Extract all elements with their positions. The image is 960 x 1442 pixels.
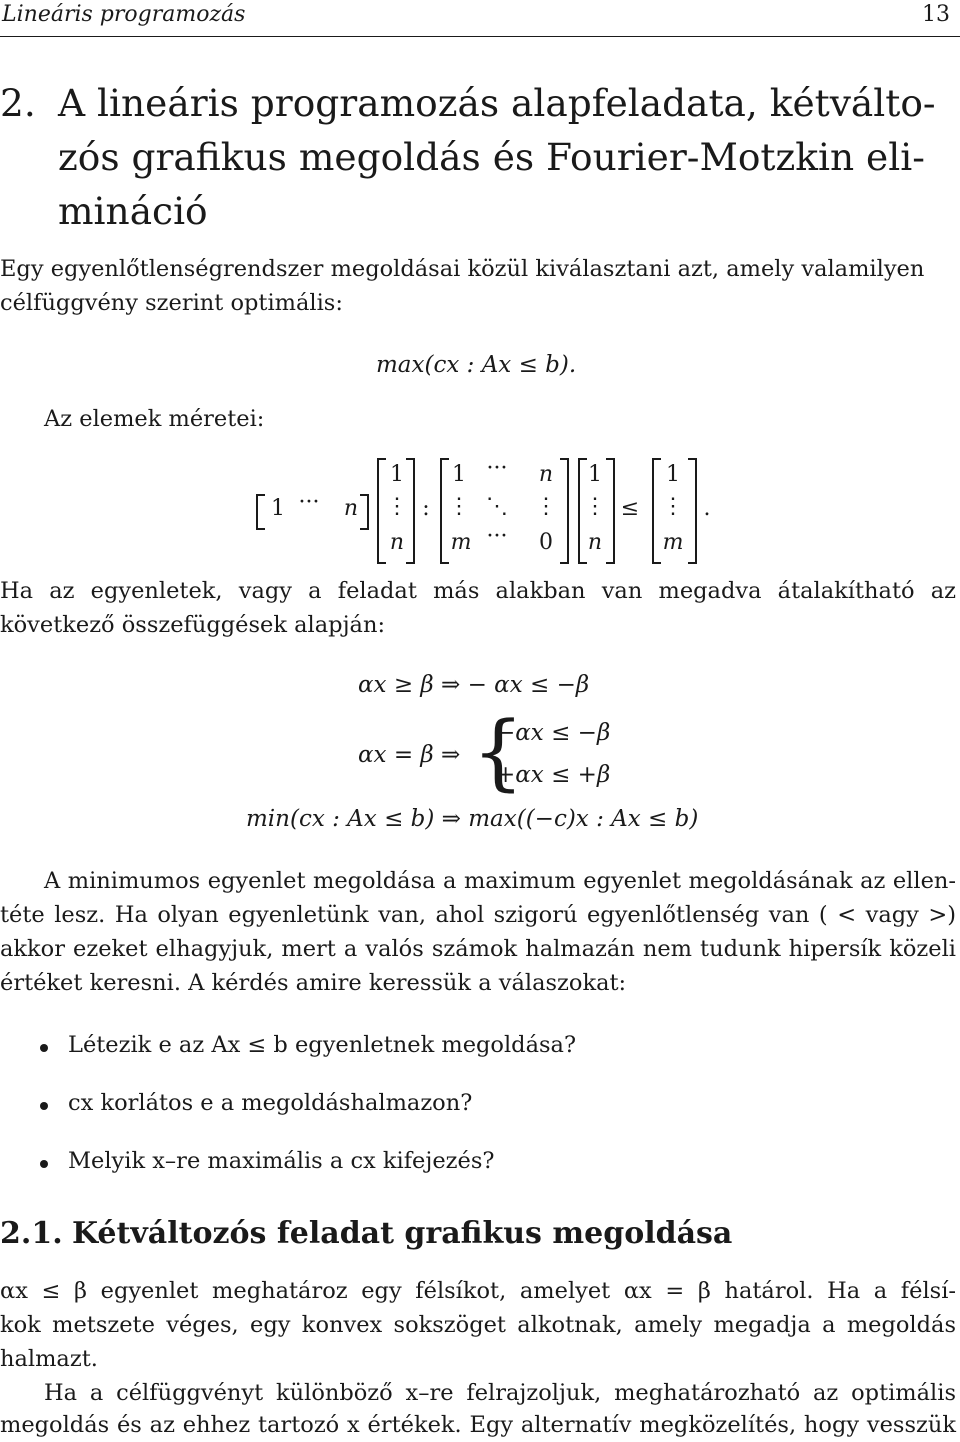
rule-eq-first: −αx ≤ −β xyxy=(496,720,611,746)
rule-geq: αx ≥ β ⇒ − αx ≤ −β xyxy=(358,672,590,698)
body2-line-4: Ha a célfüggvényt különböző x–re felrajzoljuk, meghatározható az optimális xyxy=(44,1380,956,1406)
section-heading xyxy=(0,76,936,238)
body2-line-1: αx ≤ β egyenlet meghatároz egy félsíkot, amelyet αx = β határol. Ha a félsí- xyxy=(0,1278,956,1304)
row-dots: ··· xyxy=(298,490,320,515)
col1-dots: ⋮ xyxy=(386,494,408,519)
row-bracket-right xyxy=(360,494,369,530)
col1-bracket-left xyxy=(377,458,386,564)
objective-formula: max(cx : Ax ≤ b). xyxy=(376,352,577,378)
leq-sign: ≤ xyxy=(620,496,640,521)
col3-bracket-right xyxy=(688,458,697,564)
row-bracket-left xyxy=(256,494,265,530)
matrix-r2-c2: ⋱ xyxy=(486,494,508,519)
matrix-r3-c1: m xyxy=(450,530,472,555)
running-header-title: Lineáris programozás xyxy=(2,2,246,27)
matrix-r1-c2: ··· xyxy=(486,456,508,481)
intro-line-2: célfüggvény szerint optimális: xyxy=(0,290,343,316)
intro-line-1: Egy egyenlőtlenségrendszer megoldásai közül kiválasztani azt, amely valamilyen xyxy=(0,256,925,282)
colon: : xyxy=(422,496,430,521)
col1-top: 1 xyxy=(390,462,404,487)
col2-dots: ⋮ xyxy=(584,494,606,519)
matrix-bracket-right xyxy=(560,458,569,564)
col3-bottom: m xyxy=(662,530,684,555)
rule-min: min(cx : Ax ≤ b) ⇒ max((−c)x : Ax ≤ b) xyxy=(246,806,699,832)
question-2: cx korlátos e a megoldáshalmazon? xyxy=(68,1090,473,1116)
bullet-icon xyxy=(40,1102,48,1110)
explanation-line-3: akkor ezeket elhagyjuk, mert a valós számok halmazán nem tudunk hipersík közeli xyxy=(0,936,956,962)
body2-line-2: kok metszete véges, egy konvex sokszöget alkotnak, amely megadja a megoldás xyxy=(0,1312,956,1338)
col1-bracket-right xyxy=(406,458,415,564)
body2-line-3: halmazt. xyxy=(0,1346,98,1372)
matrix-r1-c1: 1 xyxy=(452,462,466,487)
section-title-line-3: mináció xyxy=(58,189,208,233)
bullet-icon xyxy=(40,1160,48,1168)
section-title-line-2: zós grafikus megoldás és Fourier-Motzkin eli- xyxy=(58,135,925,179)
col2-bracket-right xyxy=(606,458,615,564)
question-3: Melyik x–re maximális a cx kifejezés? xyxy=(68,1148,495,1174)
page-number: 13 xyxy=(922,2,950,27)
body2-line-5: megoldás és az ehhez tartozó x értékek. Egy alternatív megközelítés, hogy vesszük xyxy=(0,1412,956,1438)
rule-eq-left: αx = β ⇒ xyxy=(358,742,461,768)
transform-line-2: következő összefüggések alapján: xyxy=(0,612,386,638)
question-1: Létezik e az Ax ≤ b egyenletnek megoldása? xyxy=(68,1032,577,1058)
header-rule xyxy=(0,36,960,37)
explanation-line-1: A minimumos egyenlet megoldása a maximum egyenlet megoldásának az ellen- xyxy=(44,868,956,894)
col3-dots: ⋮ xyxy=(662,494,684,519)
transform-line-1: Ha az egyenletek, vagy a feladat más alakban van megadva átalakítható az xyxy=(0,578,956,604)
matrix-r3-c2: ··· xyxy=(486,524,508,549)
matrix-r1-c3: n xyxy=(538,462,554,487)
matrix-r3-c3: 0 xyxy=(539,530,553,555)
matrix-r2-c3: ⋮ xyxy=(535,494,557,519)
rule-eq-brace: { xyxy=(472,705,525,800)
row-first: 1 xyxy=(271,496,285,521)
diagram-period: . xyxy=(703,496,711,521)
matrix-r2-c1: ⋮ xyxy=(448,494,470,519)
subsection-number: 2.1. xyxy=(0,1216,63,1251)
section-title-line-1: A lineáris programozás alapfeladata, kétválto- xyxy=(58,81,936,125)
col1-bottom: n xyxy=(389,530,405,555)
section-number: 2. xyxy=(0,81,36,125)
rule-eq-second: +αx ≤ +β xyxy=(496,762,611,788)
col2-top: 1 xyxy=(588,462,602,487)
subsection-heading xyxy=(0,1216,732,1251)
bullet-icon xyxy=(40,1044,48,1052)
row-last: n xyxy=(343,496,359,521)
sizes-label: Az elemek méretei: xyxy=(44,406,265,432)
explanation-line-4: értéket keresni. A kérdés amire keressük a válaszokat: xyxy=(0,970,627,996)
col2-bottom: n xyxy=(587,530,603,555)
subsection-title: Kétváltozós feladat grafikus megoldása xyxy=(72,1216,733,1251)
explanation-line-2: téte lesz. Ha olyan egyenletünk van, ahol szigorú egyenlőtlenség van ( < vagy >) xyxy=(0,902,956,928)
col3-top: 1 xyxy=(666,462,680,487)
